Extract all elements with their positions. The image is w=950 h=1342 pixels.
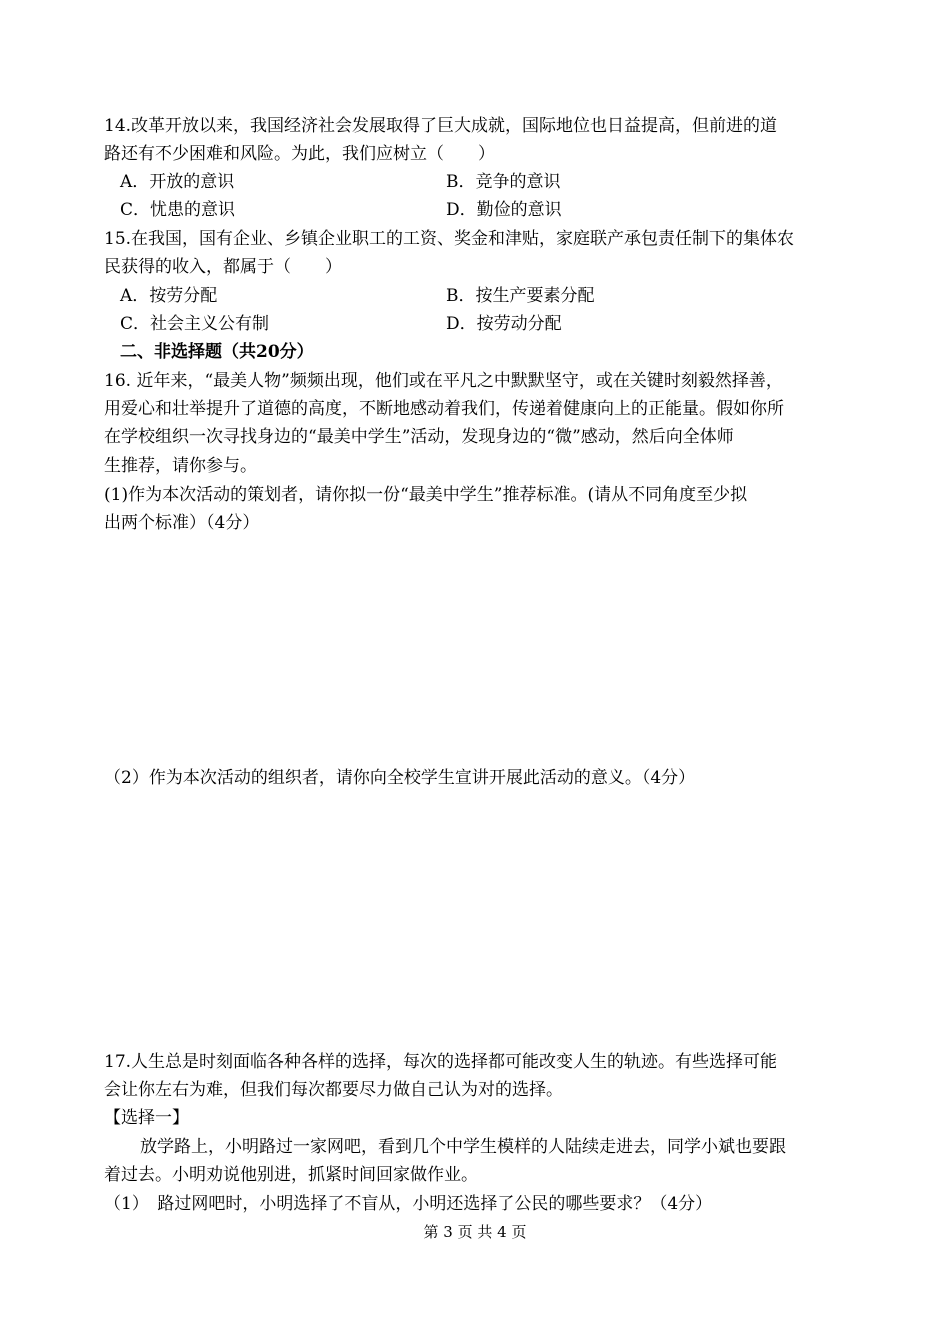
q16-stem-line4: 生推荐，请你参与。: [104, 456, 257, 476]
q16-stem-line3: 在学校组织一次寻找身边的“最美中学生”活动，发现身边的“微”感动，然后向全体师: [104, 427, 734, 447]
q17-stem-line1: 17.人生总是时刻面临各种各样的选择，每次的选择都可能改变人生的轨迹。有些选择可能: [104, 1052, 778, 1072]
q17-stem-line2: 会让你左右为难，但我们每次都要尽力做自己认为对的选择。: [104, 1080, 563, 1100]
q15-option-c: C．社会主义公有制: [120, 314, 270, 334]
q16-sub2: （2）作为本次活动的组织者，请你向全校学生宣讲开展此活动的意义。（4分）: [104, 768, 696, 788]
q16-sub1-line1: (1)作为本次活动的策划者，请你拟一份“最美中学生”推荐标准。(请从不同角度至少拟: [104, 485, 748, 505]
q14-option-d: D．勤俭的意识: [446, 200, 562, 220]
q17-story-line2: 着过去。小明劝说他别进，抓紧时间回家做作业。: [104, 1165, 478, 1185]
q17-story-line1: 放学路上，小明路过一家网吧，看到几个中学生模样的人陆续走进去，同学小斌也要跟: [140, 1137, 786, 1157]
q17-sub1: （1） 路过网吧时，小明选择了不盲从，小明还选择了公民的哪些要求？（4分）: [104, 1194, 713, 1214]
q14-stem-line2: 路还有不少困难和风险。为此，我们应树立（ ）: [104, 144, 495, 164]
q15-stem-line1: 15.在我国，国有企业、乡镇企业职工的工资、奖金和津贴，家庭联产承包责任制下的集体农: [104, 229, 795, 249]
q16-stem-line2: 用爱心和壮举提升了道德的高度，不断地感动着我们，传递着健康向上的正能量。假如你所: [104, 399, 784, 419]
q14-option-b: B．竞争的意识: [446, 172, 561, 192]
q17-choice1-label: 【选择一】: [104, 1108, 189, 1128]
q15-option-d: D．按劳动分配: [446, 314, 562, 334]
q15-option-b: B．按生产要素分配: [446, 286, 595, 306]
q15-option-a: A．按劳分配: [120, 286, 218, 306]
q14-stem-line1: 14.改革开放以来，我国经济社会发展取得了巨大成就，国际地位也日益提高，但前进的道: [104, 116, 778, 136]
section-heading: 二、非选择题（共20分）: [120, 342, 314, 362]
q14-option-c: C．忧患的意识: [120, 200, 236, 220]
page-number-footer: 第 3 页 共 4 页: [423, 1223, 527, 1241]
q16-stem-line1: 16. 近年来，“最美人物”频频出现，他们或在平凡之中默默坚守，或在关键时刻毅然择善，: [104, 371, 783, 391]
q16-sub1-line2: 出两个标准）（4分）: [104, 513, 260, 533]
q14-option-a: A．开放的意识: [120, 172, 235, 192]
q15-stem-line2: 民获得的收入，都属于（ ）: [104, 257, 342, 277]
